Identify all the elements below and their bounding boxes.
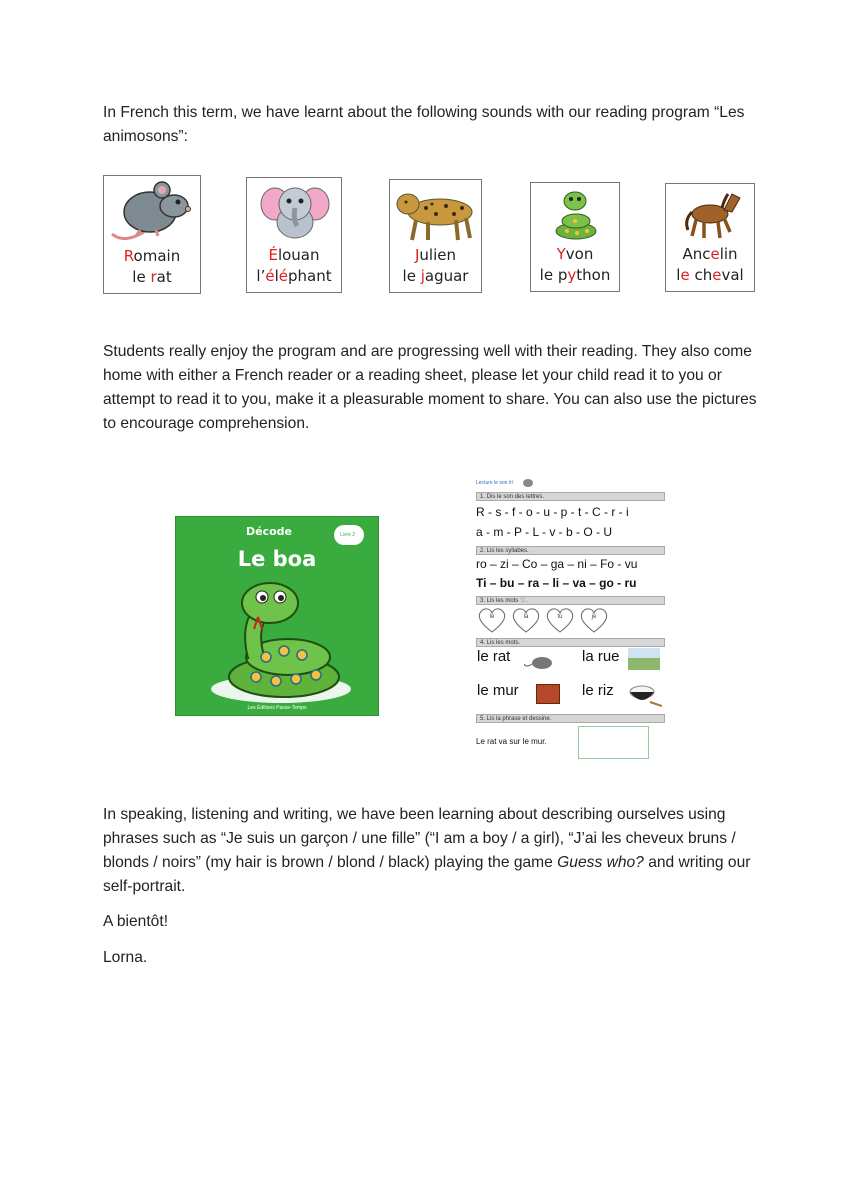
animal-desc: le rat — [132, 268, 172, 286]
word-le-rat: le rat — [477, 648, 511, 665]
elephant-icon — [247, 180, 343, 242]
section-1-title: 1. Dis le son des lettres. — [476, 492, 665, 501]
jaguar-icon — [390, 182, 483, 244]
animal-card-elephant — [246, 177, 342, 293]
word-le-mur: le mur — [477, 682, 519, 699]
animal-name: Élouan — [268, 246, 320, 264]
animal-desc: le jaguar — [402, 267, 469, 285]
animal-desc: le cheval — [676, 266, 744, 284]
animal-name: Ancelin — [682, 245, 738, 263]
letters-row-1: R - s - f - o - u - p - t - C - r - i — [476, 505, 629, 519]
brick-wall-icon — [536, 684, 560, 704]
section-4-title: 4. Lis les mots. — [476, 638, 665, 647]
section-5-title: 5. Lis la phrase et dessine. — [476, 714, 665, 723]
animal-name: Romain — [123, 247, 181, 265]
animal-card-python — [530, 182, 620, 292]
boa-snake-icon — [196, 577, 366, 707]
section-2-title: 2. Lis les syllabes. — [476, 546, 665, 555]
word-le-riz: le riz — [582, 682, 614, 699]
drawing-box[interactable] — [578, 726, 649, 759]
book-brand: Décode — [246, 525, 293, 538]
syllables-row-2: Ti – bu – ra – li – va – go - ru — [476, 576, 637, 590]
rat-thumbnail-icon — [522, 474, 534, 488]
book-badge: Livre 2 · niveau — [334, 525, 364, 545]
street-picture-icon — [628, 648, 660, 670]
animal-name: Julien — [414, 246, 456, 264]
book-publisher: Les Éditions Passe-Temps — [247, 705, 307, 711]
word-la-rue: la rue — [582, 648, 620, 665]
program-paragraph: Students really enjoy the program and are progressing well with their reading. They also come home with either a French reader or a reading sheet, please let your child read it to you or attempt to read it to you, make it a pleasurable moment to share. You can also use the pictures to encourage comprehension. — [103, 343, 757, 432]
rat-picture-icon — [524, 652, 558, 670]
animal-card-jaguar — [389, 179, 482, 293]
animal-desc: l’éléphant — [256, 267, 332, 285]
speaking-paragraph: In speaking, listening and writing, we have been learning about describing ourselves using phrases such as “Je suis un garçon / une fille” (“I am a boy / a girl), “J’ai les cheveux bruns / blonds / noirs” (my hair is brown / blond / black) playing the game Guess who? and writing our self-portrait. — [103, 806, 751, 895]
heart-word: tu — [546, 607, 574, 633]
reading-sheet — [472, 474, 668, 764]
heart-word: le — [478, 607, 506, 633]
rice-bowl-icon — [626, 682, 662, 708]
animal-desc: le python — [539, 266, 611, 284]
animal-card-horse — [665, 183, 755, 292]
rat-icon — [104, 178, 202, 240]
heart-word: la — [512, 607, 540, 633]
sheet-phrase: Le rat va sur le mur. — [476, 737, 547, 746]
signature: Lorna. — [103, 949, 148, 966]
section-3-title: 3. Lis les mots ♡. — [476, 596, 665, 605]
python-icon — [531, 185, 621, 247]
animal-card-rat — [103, 175, 201, 294]
intro-paragraph: In French this term, we have learnt about the following sounds with our reading program “Les animosons”: — [103, 104, 745, 145]
syllables-row-1: ro – zi – Co – ga – ni – Fo - vu — [476, 557, 638, 571]
animal-name: Yvon — [556, 245, 594, 263]
closing: A bientôt! — [103, 913, 169, 930]
sheet-header: Lecture le son /r/ — [476, 480, 514, 486]
book-title: Le boa — [237, 547, 317, 571]
horse-icon — [666, 186, 756, 248]
book-cover — [175, 516, 379, 716]
game-title: Guess who? — [557, 854, 644, 871]
heart-word: je — [580, 607, 608, 633]
letters-row-2: a - m - P - L - v - b - O - U — [476, 525, 613, 539]
